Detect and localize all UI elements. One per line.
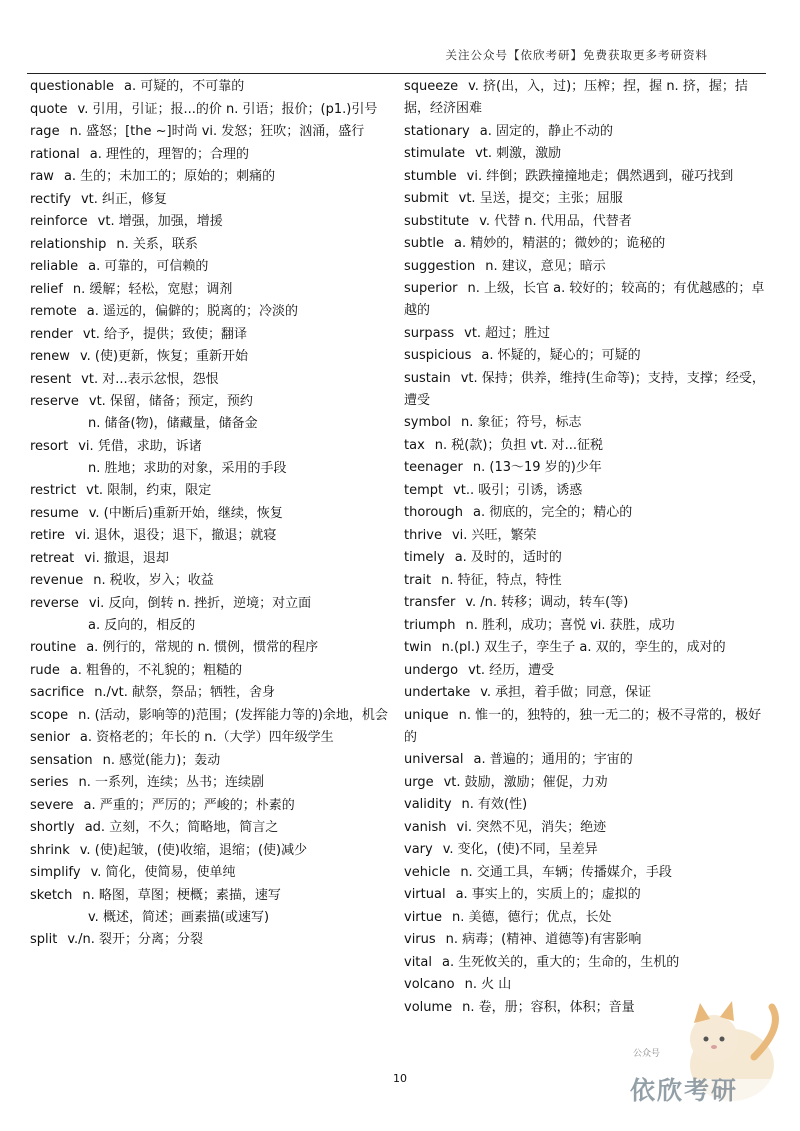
right-column bbox=[404, 76, 768, 1019]
vocab-word: resume bbox=[30, 505, 79, 521]
vocab-definition: n. 上级，长官 a. 较好的；较高的；有优越感的；卓越的 bbox=[404, 281, 765, 318]
vocab-entry bbox=[404, 121, 768, 143]
vocab-word: thrive bbox=[404, 527, 442, 543]
vocab-entry bbox=[30, 862, 392, 884]
vocab-word: trait bbox=[404, 572, 432, 588]
page-number: 10 bbox=[393, 1072, 407, 1085]
vocab-word: render bbox=[30, 326, 73, 342]
vocab-word: raw bbox=[30, 169, 54, 184]
vocab-definition: n./vt. 献祭，祭品；牺牲，舍身 bbox=[94, 685, 275, 700]
vocab-entry bbox=[30, 121, 392, 143]
vocab-word: senior bbox=[30, 730, 70, 745]
vocab-definition: n. 略图，草图；梗概；素描，速写 bbox=[82, 887, 281, 903]
vocab-word: scope bbox=[30, 707, 69, 723]
vocab-entry bbox=[404, 749, 768, 771]
vocab-entry bbox=[30, 144, 392, 166]
vocab-definition: a. 严重的；严厉的；严峻的；朴素的 bbox=[83, 797, 295, 813]
vocab-definition: n. 交通工具，车辆；传播媒介，手段 bbox=[460, 864, 672, 880]
vocab-definition: v. 引用，引证；报...的价 n. 引语；报价；(p1.)引号 bbox=[77, 101, 378, 117]
vocab-definition: a. 及时的，适时的 bbox=[454, 550, 562, 565]
vocab-word: questionable bbox=[30, 79, 114, 94]
vocab-definition: a. 精妙的，精湛的；微妙的；诡秘的 bbox=[453, 236, 666, 251]
vocab-definition: a. 普遍的；通用的；宇宙的 bbox=[473, 752, 633, 767]
vocab-word: volume bbox=[404, 999, 453, 1015]
vocab-word: urge bbox=[404, 774, 434, 790]
vocab-entry bbox=[30, 234, 392, 256]
vocab-definition: a. 固定的，静止不动的 bbox=[479, 123, 613, 139]
vocab-definition: n. 卷，册；容积，体积；音量 bbox=[462, 999, 635, 1015]
vocab-entry bbox=[30, 189, 392, 211]
vocab-entry bbox=[30, 705, 392, 727]
vocab-definition: a. 理性的，理智的；合理的 bbox=[89, 146, 250, 162]
vocab-definition: n.(pl.) 双生子，孪生子 a. 双的，孪生的，成对的 bbox=[441, 640, 726, 655]
vocab-definition: n. 惟一的，独特的，独一无二的；极不寻常的，极好的 bbox=[404, 707, 762, 745]
vocab-word: reinforce bbox=[30, 214, 88, 229]
vocab-word: volcano bbox=[404, 977, 455, 992]
vocab-definition: v. (中断后)重新开始，继续，恢复 bbox=[88, 505, 283, 521]
vocab-word: substitute bbox=[404, 213, 470, 229]
vocab-definition-continued: n. 储备(物)，储藏量，储备金 bbox=[88, 416, 258, 431]
vocab-word: stimulate bbox=[404, 146, 466, 161]
vocab-entry bbox=[404, 862, 768, 884]
vocab-entry bbox=[404, 412, 768, 434]
vocab-word: split bbox=[30, 932, 58, 947]
vocab-entry bbox=[30, 436, 392, 480]
vocab-entry bbox=[30, 817, 392, 839]
vocab-word: sketch bbox=[30, 887, 73, 903]
vocab-definition: n. 火 山 bbox=[464, 977, 512, 992]
vocab-entry bbox=[30, 166, 392, 188]
vocab-entry bbox=[404, 592, 768, 614]
vocab-word: resent bbox=[30, 371, 72, 387]
vocab-word: shrink bbox=[30, 842, 70, 858]
vocab-definition: vt. 呈送，提交；主张；屈服 bbox=[458, 191, 623, 206]
vocab-entry bbox=[404, 480, 768, 502]
vocab-word: rational bbox=[30, 146, 80, 162]
vocab-word: teenager bbox=[404, 460, 463, 475]
vocab-entry bbox=[30, 772, 392, 794]
vocab-definition: v. 代替 n. 代用品，代替者 bbox=[479, 213, 632, 229]
vocab-entry bbox=[404, 457, 768, 479]
vocab-entry bbox=[30, 76, 392, 98]
vocab-entry bbox=[404, 817, 768, 839]
vocab-entry bbox=[404, 884, 768, 906]
vocab-entry bbox=[30, 929, 392, 951]
vocab-definition: n. 有效(性) bbox=[461, 797, 528, 812]
vocab-definition: v. (使)起皱，(使)收缩，退缩；(使)减少 bbox=[79, 842, 308, 858]
vocab-word: suspicious bbox=[404, 348, 472, 363]
vocab-word: reverse bbox=[30, 595, 79, 611]
vocab-word: vanish bbox=[404, 819, 447, 835]
vocab-definition: vi. 绊倒；跌跌撞撞地走；偶然遇到，碰巧找到 bbox=[466, 168, 734, 184]
vocab-definition: n. 税(款)；负担 vt. 对...征税 bbox=[434, 437, 603, 453]
vocab-word: reserve bbox=[30, 394, 79, 409]
vocab-word: shortly bbox=[30, 820, 75, 835]
vocab-entry bbox=[30, 727, 392, 749]
vocab-definition: v./n. 裂开；分离；分裂 bbox=[67, 932, 204, 947]
vocab-word: twin bbox=[404, 640, 432, 655]
vocab-entry bbox=[404, 323, 768, 345]
vocab-definition: vt. 纠正，修复 bbox=[80, 191, 168, 207]
vocab-word: validity bbox=[404, 797, 452, 812]
vocab-word: renew bbox=[30, 349, 70, 364]
vocab-entry bbox=[404, 615, 768, 637]
vocab-word: symbol bbox=[404, 415, 451, 430]
vocab-entry bbox=[404, 345, 768, 367]
vocab-word: timely bbox=[404, 550, 445, 565]
vocab-entry bbox=[30, 324, 392, 346]
vocab-word: virtual bbox=[404, 887, 446, 902]
vocab-word: stumble bbox=[404, 168, 457, 184]
vocab-entry bbox=[404, 256, 768, 278]
vocab-word: virus bbox=[404, 932, 436, 947]
vocab-entry bbox=[404, 547, 768, 569]
vocab-word: tax bbox=[404, 437, 425, 453]
vocab-definition: n. 病毒；(精神、道德等)有害影响 bbox=[445, 932, 642, 947]
vocab-definition: vi. 反向，倒转 n. 挫折，逆境；对立面 bbox=[88, 595, 312, 611]
vocab-word: superior bbox=[404, 281, 458, 296]
vocab-entry bbox=[404, 772, 768, 794]
vocab-definition: vt.. 吸引；引诱，诱惑 bbox=[453, 482, 583, 498]
vocab-entry bbox=[404, 166, 768, 188]
vocab-word: undertake bbox=[404, 685, 471, 700]
vocab-definition: vi. 退休，退役；退下，撤退；就寝 bbox=[74, 528, 277, 543]
vocab-definition: v. (使)更新，恢复；重新开始 bbox=[79, 349, 249, 364]
vocab-entry bbox=[30, 548, 392, 570]
vocab-word: routine bbox=[30, 640, 77, 655]
vocab-entry bbox=[30, 256, 392, 278]
vocab-definition: n. (活动，影响等的)范围；(发挥能力等的)余地，机会 bbox=[78, 707, 388, 723]
vocab-definition: n. 关系，联系 bbox=[116, 236, 198, 252]
vocab-entry bbox=[404, 525, 768, 547]
vocab-word: undergo bbox=[404, 662, 459, 678]
vocab-entry bbox=[30, 211, 392, 233]
vocab-word: subtle bbox=[404, 236, 444, 251]
vocab-definition: vt. 保留，储备；预定，预约 bbox=[88, 394, 253, 409]
vocab-word: unique bbox=[404, 707, 449, 723]
vocab-entry bbox=[30, 99, 392, 121]
vocab-entry bbox=[404, 907, 768, 929]
vocab-definition: a. 事实上的，实质上的；虚拟的 bbox=[455, 887, 641, 902]
vocab-entry bbox=[30, 346, 392, 368]
vocab-definition: n. 税收，岁入；收益 bbox=[93, 573, 214, 588]
vocab-word: vital bbox=[404, 954, 432, 970]
vocab-definition: vt. 超过；胜过 bbox=[464, 325, 551, 341]
vocab-word: transfer bbox=[404, 595, 456, 610]
vocab-entry bbox=[30, 525, 392, 547]
vocab-word: submit bbox=[404, 191, 449, 206]
vocab-entry bbox=[404, 188, 768, 210]
vocab-word: sensation bbox=[30, 752, 93, 768]
vocab-word: quote bbox=[30, 101, 68, 117]
vocab-definition: vi. 撤退，退却 bbox=[84, 550, 169, 566]
vocab-entry bbox=[404, 952, 768, 974]
vocab-word: reliable bbox=[30, 259, 79, 274]
vocab-definition: vt. 对...表示忿恨，怨恨 bbox=[81, 371, 219, 387]
vocab-word: revenue bbox=[30, 573, 84, 588]
vocab-word: surpass bbox=[404, 325, 455, 341]
vocab-definition: v. 承担，着手做；同意，保证 bbox=[480, 685, 652, 700]
vocab-definition: n. 美德，德行；优点，长处 bbox=[451, 909, 612, 925]
vocab-word: simplify bbox=[30, 865, 81, 880]
vocab-definition: a. 粗鲁的，不礼貌的；粗糙的 bbox=[69, 662, 243, 678]
vocab-definition: a. 资格老的；年长的 n.（大学）四年级学生 bbox=[79, 730, 334, 745]
vocab-entry bbox=[30, 279, 392, 301]
vocab-definition: ad. 立刻，不久；简略地，简言之 bbox=[84, 820, 279, 835]
vocab-word: resort bbox=[30, 438, 69, 454]
vocab-definition: vi. 凭借，求助，诉诸 bbox=[78, 438, 202, 454]
vocab-word: severe bbox=[30, 797, 74, 813]
vocab-definition-continued: n. 胜地；求助的对象，采用的手段 bbox=[88, 460, 287, 476]
vocab-entry bbox=[404, 839, 768, 861]
vocab-word: virtue bbox=[404, 909, 442, 925]
vocab-word: retire bbox=[30, 528, 65, 543]
vocab-entry bbox=[30, 682, 392, 704]
vocab-entry bbox=[404, 660, 768, 682]
vocab-word: retreat bbox=[30, 550, 75, 566]
vocab-entry bbox=[30, 750, 392, 772]
vocab-definition: n. 建议，意见；暗示 bbox=[485, 258, 606, 274]
vocab-entry bbox=[30, 795, 392, 817]
vocab-definition: n. 胜利，成功；喜悦 vi. 获胜，成功 bbox=[465, 617, 675, 633]
vocab-word: rectify bbox=[30, 191, 71, 207]
vocab-definition: a. 生的；未加工的；原始的；刺痛的 bbox=[63, 169, 276, 184]
vocab-entry bbox=[30, 660, 392, 682]
vocab-word: sustain bbox=[404, 370, 451, 386]
vocab-definition: vt. 鼓励，激励；催促，力劝 bbox=[443, 774, 608, 790]
vocab-entry bbox=[404, 211, 768, 233]
vocab-entry bbox=[30, 391, 392, 435]
vocab-definition: vi. 兴旺，繁荣 bbox=[451, 527, 537, 543]
vocab-entry bbox=[30, 840, 392, 862]
vocab-definition: a. 可靠的，可信赖的 bbox=[88, 259, 209, 274]
vocab-definition: n. 一系列，连续；丛书；连续剧 bbox=[78, 775, 265, 790]
vocab-definition: a. 生死攸关的，重大的；生命的，生机的 bbox=[441, 954, 680, 970]
vocab-word: tempt bbox=[404, 482, 444, 498]
vocab-definition: vt. 刺激，激励 bbox=[475, 146, 562, 161]
vocab-word: thorough bbox=[404, 505, 464, 520]
vocab-entry bbox=[30, 885, 392, 929]
vocab-word: squeeze bbox=[404, 79, 459, 94]
vocab-entry bbox=[404, 705, 768, 749]
vocab-definition: a. 怀疑的，疑心的；可疑的 bbox=[481, 348, 641, 363]
vocab-entry bbox=[404, 570, 768, 592]
vocab-entry bbox=[30, 480, 392, 502]
vocab-entry bbox=[404, 76, 768, 120]
vocab-definition: vt. 经历，遭受 bbox=[468, 662, 555, 678]
vocab-entry bbox=[404, 929, 768, 951]
vocab-word: relationship bbox=[30, 236, 107, 252]
vocab-definition: vt. 限制，约束，限定 bbox=[86, 483, 212, 498]
vocab-word: rage bbox=[30, 124, 60, 139]
vocab-entry bbox=[30, 593, 392, 637]
vocab-definition: a. 可疑的，不可靠的 bbox=[124, 79, 245, 94]
vocab-entry bbox=[404, 682, 768, 704]
vocab-definition: v. 变化，(使)不同，呈差异 bbox=[442, 842, 598, 857]
vocab-definition: a. 例行的，常规的 n. 惯例，惯常的程序 bbox=[86, 640, 319, 655]
vocab-definition-continued: a. 反向的，相反的 bbox=[88, 617, 196, 633]
vocab-definition: n. 盛怒；[the ~]时尚 vi. 发怒；狂吹；汹涌，盛行 bbox=[69, 124, 365, 139]
watermark-brand: 依欣考研 bbox=[630, 1076, 739, 1105]
vocab-word: restrict bbox=[30, 483, 77, 498]
vocab-word: suggestion bbox=[404, 258, 476, 274]
vocab-definition: vt. 给予，提供；致使；翻译 bbox=[82, 326, 247, 342]
vocab-definition: a. 彻底的，完全的；精心的 bbox=[473, 505, 633, 520]
vocab-definition: v. 挤(出，入，过)；压榨；捏，握 n. 挤，握；拮据，经济困难 bbox=[404, 79, 748, 116]
vocab-definition: vt. 增强，加强，增援 bbox=[97, 214, 223, 229]
vocab-word: series bbox=[30, 775, 69, 790]
vocab-definition: v. 简化，使简易，使单纯 bbox=[90, 865, 236, 880]
left-column bbox=[30, 76, 392, 952]
vocab-entry bbox=[30, 369, 392, 391]
vocab-entry bbox=[30, 570, 392, 592]
vocab-entry bbox=[30, 637, 392, 659]
vocab-definition-continued: v. 概述，简述；画素描(或速写) bbox=[88, 909, 270, 925]
vocab-entry bbox=[404, 233, 768, 255]
vocab-entry bbox=[404, 143, 768, 165]
vocab-word: sacrifice bbox=[30, 685, 85, 700]
vocab-entry bbox=[404, 278, 768, 322]
vocab-entry bbox=[404, 435, 768, 457]
vocab-word: vehicle bbox=[404, 864, 451, 880]
vocab-definition: v. /n. 转移；调动，转车(等) bbox=[465, 595, 629, 610]
vocab-definition: vi. 突然不见，消失；绝迹 bbox=[456, 819, 607, 835]
vocab-word: triumph bbox=[404, 617, 456, 633]
watermark-small: 公众号 bbox=[633, 1049, 661, 1059]
vocab-definition: n. 缓解；轻松，宽慰；调剂 bbox=[72, 281, 233, 297]
vocab-entry bbox=[404, 794, 768, 816]
vocab-definition: n. 特征，特点，特性 bbox=[441, 572, 562, 588]
vocab-entry bbox=[30, 301, 392, 323]
vocab-definition: vt. 保持；供养，维持(生命等)；支持，支撑；经受，遭受 bbox=[404, 370, 765, 408]
vocab-word: vary bbox=[404, 842, 433, 857]
vocab-entry bbox=[30, 503, 392, 525]
vocab-word: remote bbox=[30, 304, 77, 319]
vocab-definition: n. 象征；符号，标志 bbox=[460, 415, 582, 430]
vocab-entry bbox=[404, 502, 768, 524]
vocab-entry bbox=[404, 637, 768, 659]
vocab-word: relief bbox=[30, 281, 63, 297]
vocab-entry bbox=[404, 368, 768, 412]
header-divider bbox=[27, 73, 766, 74]
vocab-word: rude bbox=[30, 662, 60, 678]
page-header: 关注公众号【依欣考研】免费获取更多考研资料 bbox=[445, 48, 708, 62]
vocab-definition: a. 遥远的，偏僻的；脱离的；冷淡的 bbox=[86, 304, 299, 319]
vocab-definition: n. 感觉(能力)；轰动 bbox=[102, 752, 221, 768]
vocab-definition: n. (13～19 岁的)少年 bbox=[472, 460, 602, 475]
vocab-word: universal bbox=[404, 752, 464, 767]
vocab-word: stationary bbox=[404, 123, 470, 139]
